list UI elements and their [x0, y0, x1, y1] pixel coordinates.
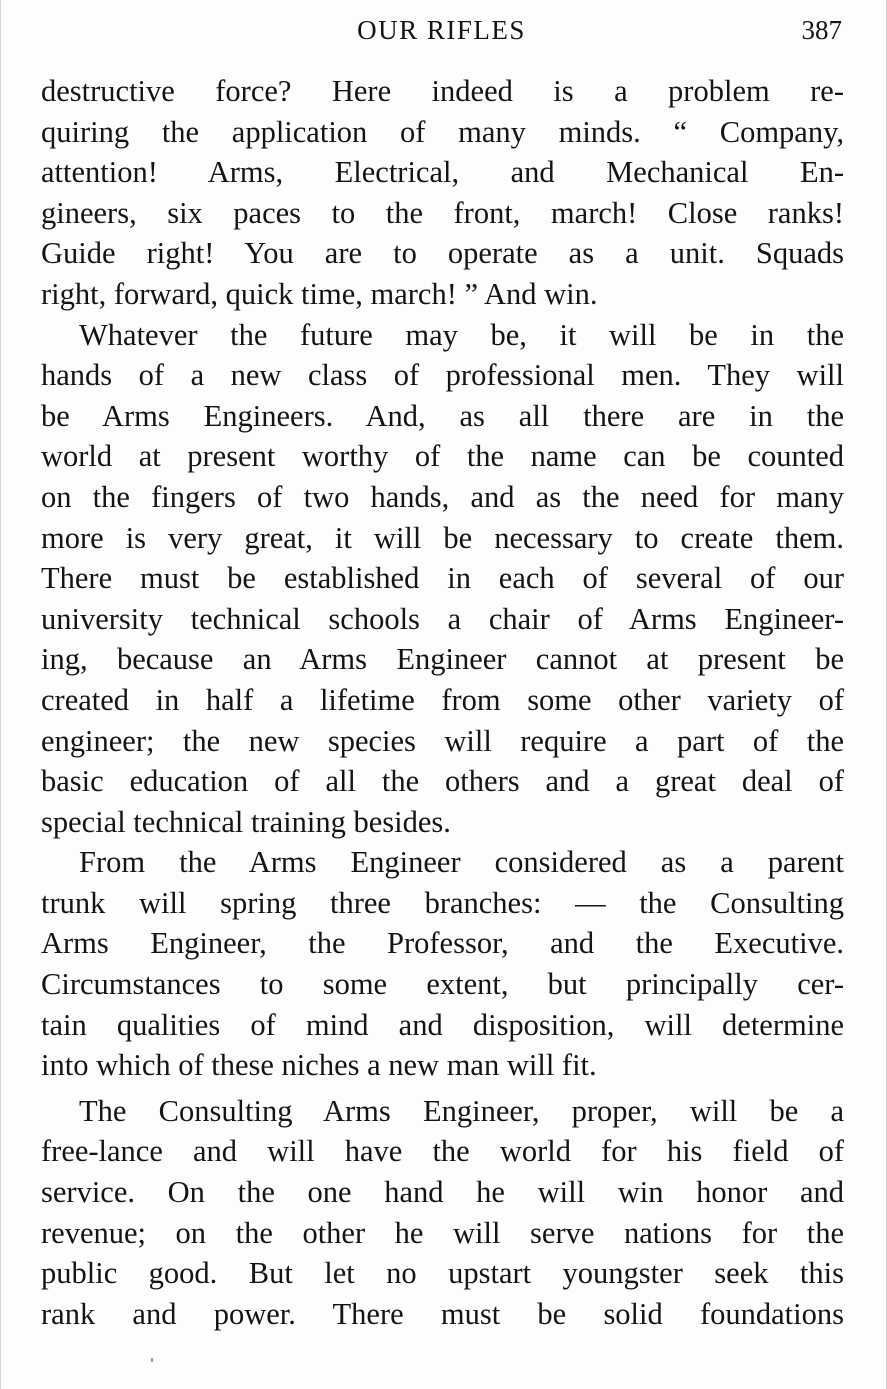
- text-line: rank and power. There must be solid foundations: [41, 1296, 844, 1331]
- text-line: revenue; on the other he will serve nations for the: [41, 1215, 844, 1250]
- text-line: attention! Arms, Electrical, and Mechanical En-: [41, 155, 844, 190]
- text-line: There must be established in each of several of our: [41, 561, 844, 596]
- text-line: created in half a lifetime from some other variety of: [41, 682, 844, 717]
- text-line: quiring the application of many minds. “ Company,: [41, 114, 844, 149]
- text-line: be Arms Engineers. And, as all there are in the: [41, 398, 844, 433]
- body-text: [41, 71, 844, 1334]
- text-line: into which of these niches a new man will fit.: [41, 1048, 597, 1083]
- paragraph-1: [41, 71, 844, 315]
- page-number: 387: [801, 15, 842, 45]
- text-line: free-lance and will have the world for his field of: [41, 1134, 844, 1169]
- text-line: right, forward, quick time, march! ” And win.: [41, 276, 598, 311]
- text-line: gineers, six paces to the front, march! Close ranks!: [41, 195, 844, 230]
- text-line: service. On the one hand he will win honor and: [41, 1175, 844, 1210]
- text-line: Whatever the future may be, it will be in the: [79, 317, 844, 352]
- text-line: Circumstances to some extent, but principally cer-: [41, 967, 844, 1002]
- text-line: on the fingers of two hands, and as the need for many: [41, 479, 844, 514]
- text-line: Arms Engineer, the Professor, and the Executive.: [41, 926, 844, 961]
- text-line: special technical training besides.: [41, 804, 451, 839]
- text-line: engineer; the new species will require a part of the: [41, 723, 844, 758]
- paragraph-3: [41, 842, 844, 1086]
- text-line: basic education of all the others and a great deal of: [41, 764, 844, 799]
- text-line: ing, because an Arms Engineer cannot at present be: [41, 642, 844, 677]
- text-line: destructive force? Here indeed is a problem re-: [41, 74, 844, 108]
- text-line: The Consulting Arms Engineer, proper, will be a: [79, 1093, 844, 1128]
- paragraph-2: [41, 315, 844, 843]
- text-line: more is very great, it will be necessary to create them.: [41, 520, 844, 555]
- text-line: university technical schools a chair of Arms Engineer-: [41, 601, 844, 636]
- running-head: [41, 12, 842, 48]
- text-line: public good. But let no upstart youngster seek this: [41, 1256, 844, 1291]
- text-line: hands of a new class of professional men. They will: [41, 358, 844, 393]
- text-line: Guide right! You are to operate as a unit. Squads: [41, 236, 844, 271]
- text-line: tain qualities of mind and disposition, will determine: [41, 1007, 844, 1042]
- text-line: From the Arms Engineer considered as a parent: [79, 845, 844, 880]
- running-title: OUR RIFLES: [357, 15, 526, 45]
- text-line: world at present worthy of the name can be counted: [41, 439, 844, 474]
- text-line: trunk will spring three branches: — the Consulting: [41, 885, 844, 920]
- paragraph-4: [41, 1091, 844, 1335]
- print-speck: [151, 1358, 153, 1362]
